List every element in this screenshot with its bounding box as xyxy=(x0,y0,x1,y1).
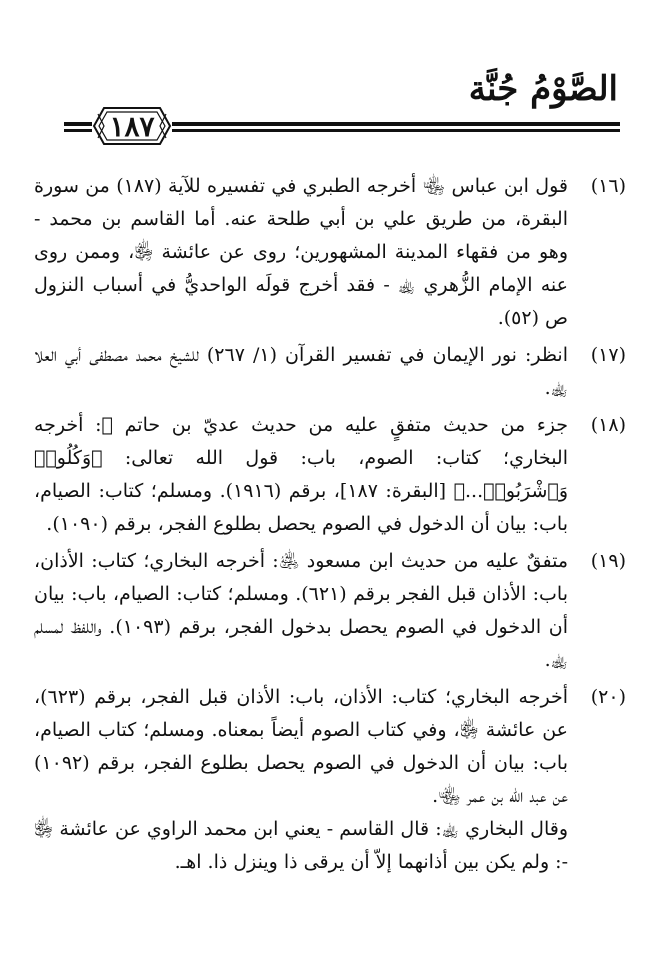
footnote-number: (١٧) xyxy=(590,344,626,366)
page-number: ١٨٧ xyxy=(109,110,155,143)
footnote-text xyxy=(34,409,568,541)
footnote-20 xyxy=(34,681,626,879)
footnote-text xyxy=(34,170,568,335)
footnote-number: (٢٠) xyxy=(590,686,626,708)
running-head-title: الصَّوْمُ جُنَّة xyxy=(468,69,618,109)
footnote-paragraph: أخرجه البخاري؛ كتاب: الأذان، باب: الأذان قبل الفجر، برقم (٦٢٣)، عن عائشة ﵂، وفي كتاب الصوم أيضاً بمعناه. ومسلم؛ كتاب الصيام، باب: بيان أن الدخول في الصوم يحصل بطلوع الفجر، برقم (١٠٩٢) عن عبد الله بن عمر ﵄. xyxy=(34,686,568,807)
footnote-number: (١٩) xyxy=(590,550,626,572)
footnotes-list xyxy=(34,170,626,883)
footnote-text xyxy=(34,339,568,405)
footnote-19 xyxy=(34,545,626,677)
footnote-number: (١٦) xyxy=(590,175,626,197)
footnote-paragraph: جزء من حديث متفقٍ عليه من حديث عديّ بن حاتم ﵁: أخرجه البخاري؛ كتاب: الصوم، باب: قول الله تعالى: ﴿وَكُلُوا۟ وَٱشْرَبُوا۟...﴾ [البقرة: ١٨٧]، برقم (١٩١٦). ومسلم؛ كتاب: الصيام، باب: بيان أن الدخول في الصوم يحصل بطلوع الفجر، برقم (١٠٩٠). xyxy=(34,414,568,535)
footnote-17 xyxy=(34,339,626,405)
footnote-text xyxy=(34,545,568,677)
footnote-16 xyxy=(34,170,626,335)
footnote-18 xyxy=(34,409,626,541)
footnote-paragraph: انظر: نور الإيمان في تفسير القرآن (١/ ٢٦٧) للشيخ محمد مصطفى أبي العلا ﵀. xyxy=(34,344,568,399)
footnote-paragraph: وقال البخاري ﵀: قال القاسم - يعني ابن محمد الراوي عن عائشة ﵂ -: ولم يكن بين أذانهما إلاّ أن يرقى ذا وينزل ذا. اهـ. xyxy=(34,818,568,873)
footnote-paragraph: قول ابن عباس ﵄ أخرجه الطبري في تفسيره للآية (١٨٧) من سورة البقرة، من طريق علي بن أبي طلحة عنه. أما القاسم بن محمد - وهو من فقهاء المدينة المشهورين؛ روى عن عائشة ﵂، وممن روى عنه الإمام الزُّهري ﵀ - فقد أخرج قولَه الواحديُّ في أسباب النزول ص (٥٢). xyxy=(34,175,569,329)
footnote-text xyxy=(34,681,568,879)
page-number-badge xyxy=(92,104,172,148)
footnote-paragraph: متفقٌ عليه من حديث ابن مسعود ﵁: أخرجه البخاري؛ كتاب: الأذان، باب: الأذان قبل الفجر برقم (٦٢١). ومسلم؛ كتاب: الصيام، باب: بيان أن الدخول في الصوم يحصل بدخول الفجر، برقم (١٠٩٣). واللفظ لمسلم ﵀. xyxy=(34,550,569,671)
footnote-number: (١٨) xyxy=(590,414,626,436)
